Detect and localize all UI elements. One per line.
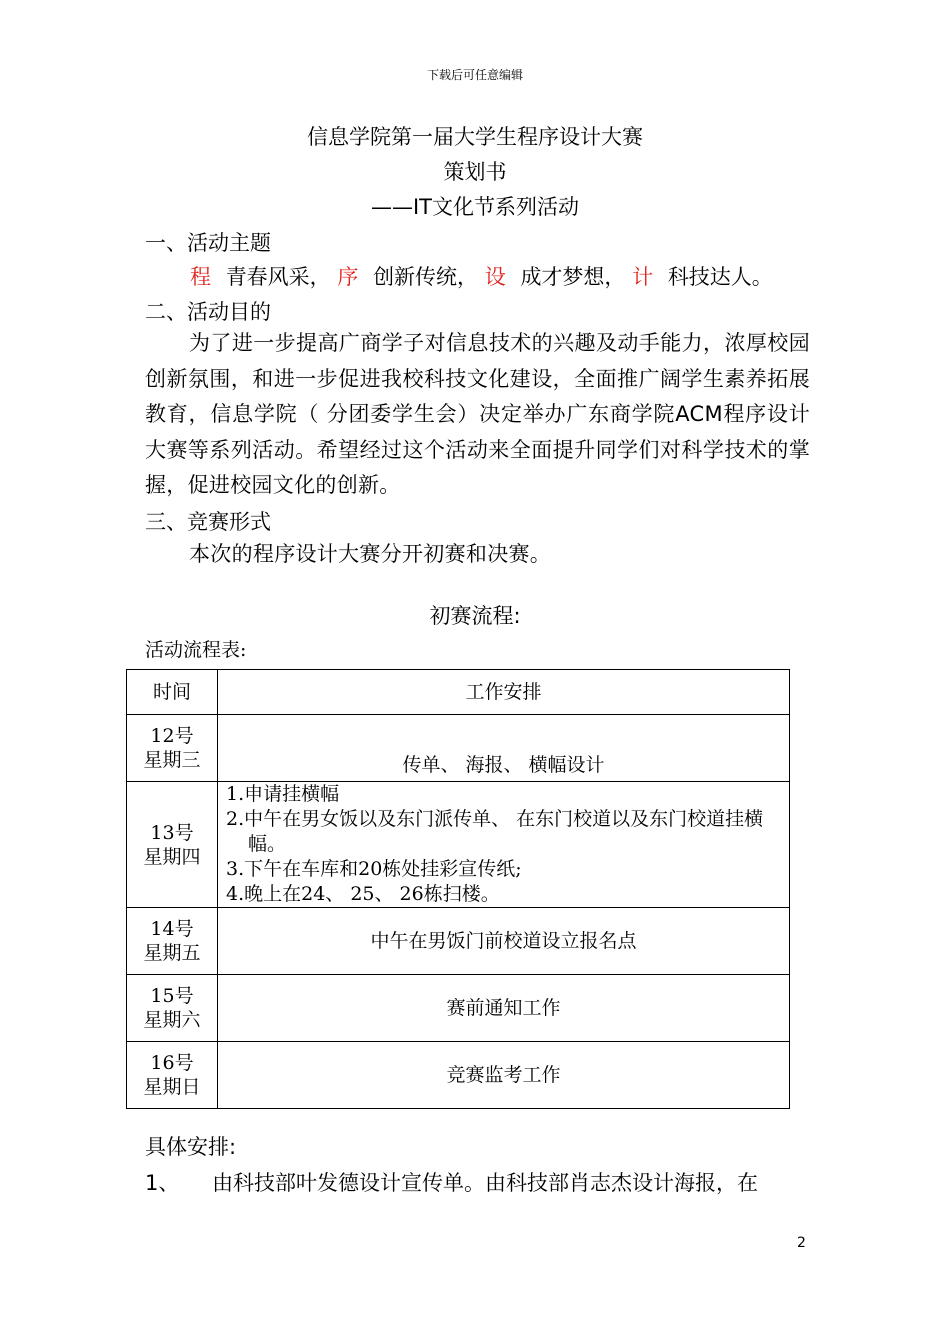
work-item: 1.申请挂横幅 xyxy=(226,783,340,805)
time-cell xyxy=(127,908,218,975)
doc-title: 信息学院第一届大学生程序设计大赛 xyxy=(307,125,643,149)
day-label: 16号 xyxy=(150,1052,194,1074)
item-text: 由科技部叶发德设计宣传单。由科技部肖志杰设计海报，在 xyxy=(212,1171,759,1195)
schedule-table xyxy=(126,669,790,1109)
purpose-paragraph: 为了进一步提高广商学子对信息技术的兴趣及动手能力，浓厚校园创新氛围，和进一步促进我校科技文化建设，全面推广阔学生素养拓展教育，信息学院（ 分团委学生会）决定举办广东商学院ACM程序设计大赛等系列活动。希望经过这个活动来全面提升同学们对科学技术的掌握，促进校园文化的创新。 xyxy=(145,331,810,497)
header-time: 时间 xyxy=(127,670,218,715)
day-label: 15号 xyxy=(150,985,194,1007)
page-number: 2 xyxy=(797,1235,806,1251)
weekday-label: 星期五 xyxy=(143,942,201,964)
theme-text: 创新传统， xyxy=(373,265,479,289)
table-row xyxy=(127,782,790,908)
header-note: 下载后可任意编辑 xyxy=(426,68,523,82)
work-cell: 竞赛监考工作 xyxy=(218,1042,790,1109)
day-label: 14号 xyxy=(150,918,194,940)
weekday-label: 星期三 xyxy=(143,749,201,771)
prelim-title: 初赛流程: xyxy=(429,604,521,628)
format-paragraph: 本次的程序设计大赛分开初赛和决赛。 xyxy=(189,542,552,566)
section3-heading: 三、竞赛形式 xyxy=(145,510,271,534)
work-cell: 传单、 海报、 横幅设计 xyxy=(218,715,790,782)
time-cell xyxy=(127,782,218,908)
doc-subtitle: 策划书 xyxy=(443,160,507,184)
table-row xyxy=(127,975,790,1042)
section1-heading: 一、活动主题 xyxy=(145,231,271,255)
work-item: 3.下午在车库和20栋处挂彩宣传纸; xyxy=(226,858,522,880)
work-item: 2.中午在男女饭以及东门派传单、 在东门校道以及东门校道挂横幅。 xyxy=(226,808,764,855)
details-heading: 具体安排: xyxy=(145,1135,237,1159)
work-item: 4.晚上在24、 25、 26栋扫楼。 xyxy=(226,883,500,905)
table-header-row xyxy=(127,670,790,715)
theme-mark: 计 xyxy=(632,265,654,289)
table-caption: 活动流程表: xyxy=(145,639,247,661)
header-work: 工作安排 xyxy=(218,670,790,715)
time-cell xyxy=(127,1042,218,1109)
weekday-label: 星期日 xyxy=(143,1076,201,1098)
item-number: 1、 xyxy=(145,1171,180,1195)
theme-mark: 序 xyxy=(337,265,359,289)
table-row xyxy=(127,908,790,975)
section2-heading: 二、活动目的 xyxy=(145,300,271,324)
theme-line xyxy=(190,261,773,291)
table-row xyxy=(127,715,790,782)
time-cell xyxy=(127,715,218,782)
table-row xyxy=(127,1042,790,1109)
theme-text: 成才梦想， xyxy=(520,265,626,289)
details-item-1 xyxy=(145,1167,758,1197)
doc-series: ——IT文化节系列活动 xyxy=(370,195,580,219)
weekday-label: 星期六 xyxy=(143,1009,201,1031)
work-cell: 赛前通知工作 xyxy=(218,975,790,1042)
theme-mark: 程 xyxy=(190,265,211,289)
work-cell: 中午在男饭门前校道设立报名点 xyxy=(218,908,790,975)
day-label: 13号 xyxy=(150,821,194,844)
weekday-label: 星期四 xyxy=(143,845,201,868)
time-cell xyxy=(127,975,218,1042)
day-label: 12号 xyxy=(150,725,194,747)
theme-text: 青春风采， xyxy=(225,265,331,289)
theme-mark: 设 xyxy=(484,265,506,289)
theme-text: 科技达人。 xyxy=(667,265,773,289)
work-list-cell xyxy=(218,782,790,908)
